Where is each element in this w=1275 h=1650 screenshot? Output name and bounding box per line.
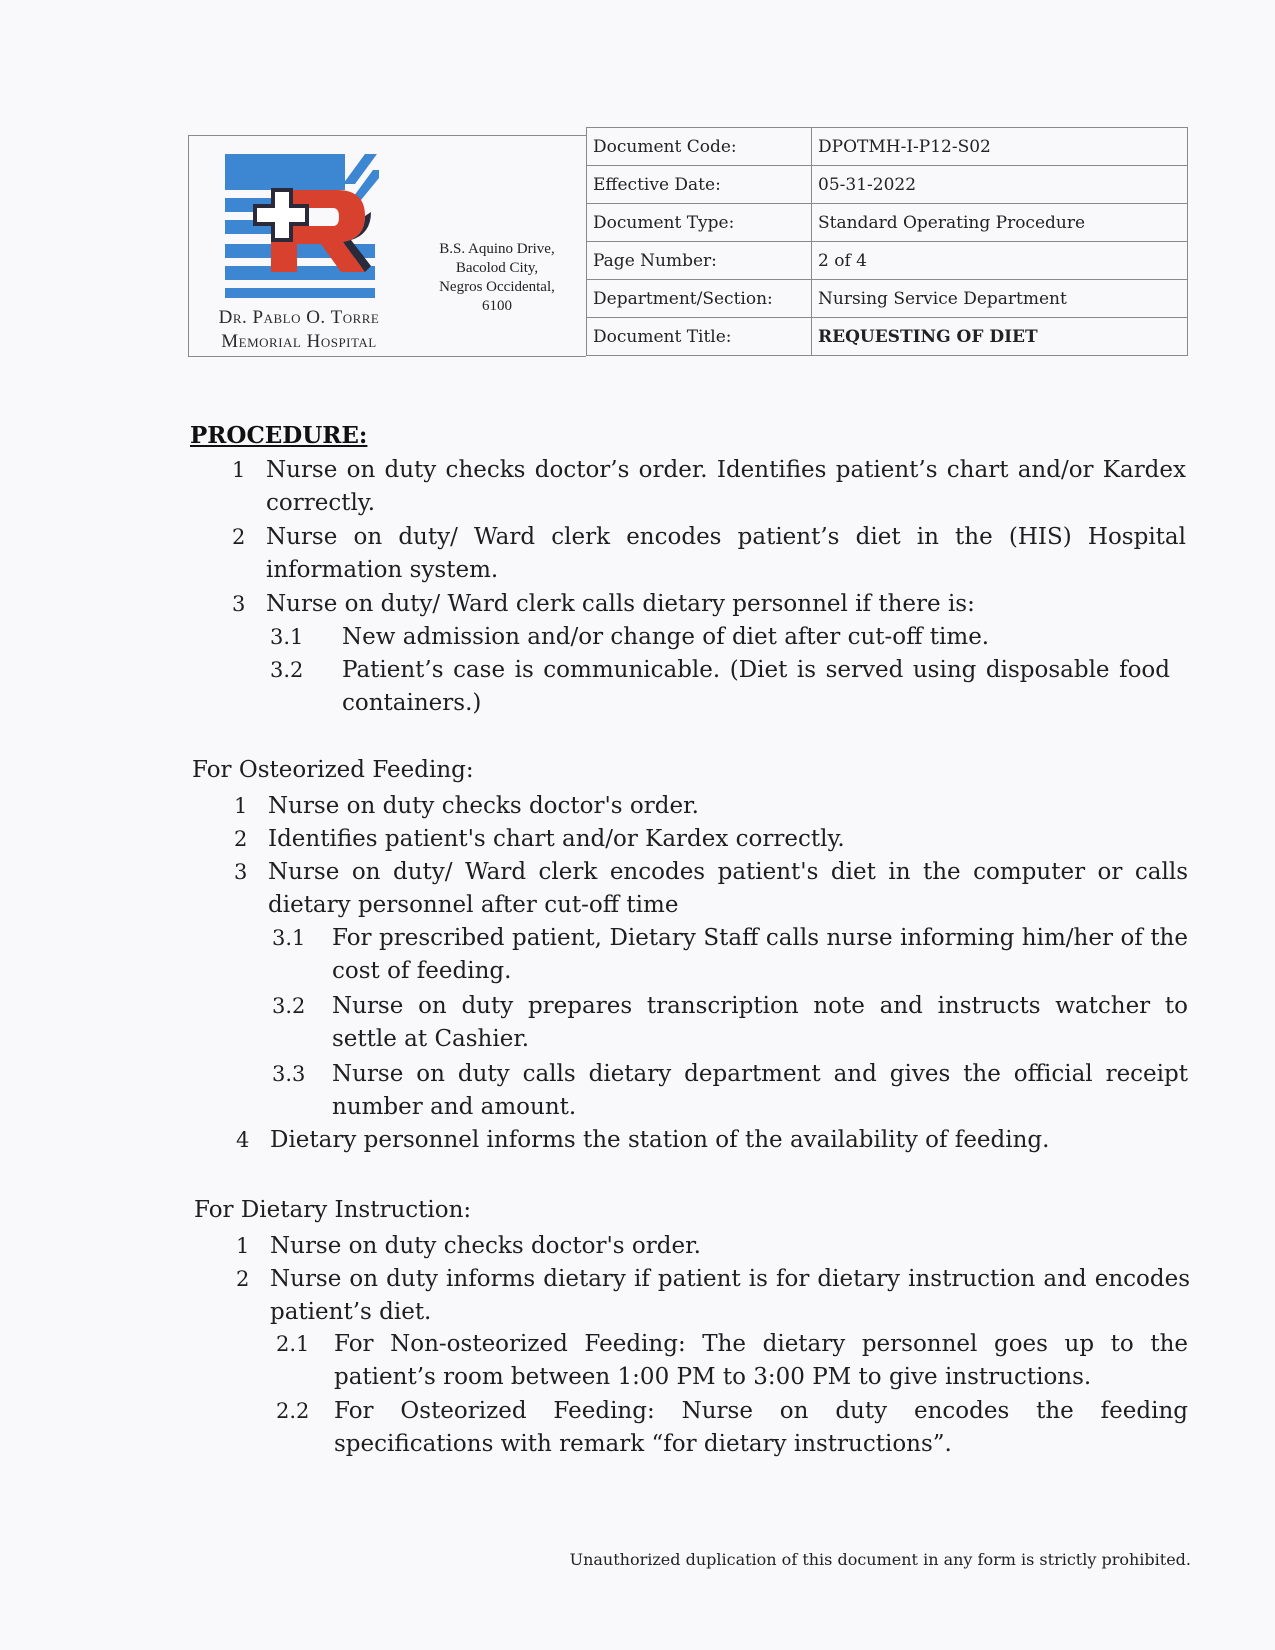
list-item <box>236 1230 1190 1263</box>
info-row-document-code <box>587 128 1188 166</box>
info-label: Document Code: <box>587 128 812 166</box>
list-item <box>272 1058 1188 1124</box>
info-value: 2 of 4 <box>812 242 1188 280</box>
item-text: Nurse on duty calls dietary department and gives the official receipt number and amount. <box>332 1061 1188 1120</box>
item-number: 3 <box>234 860 248 884</box>
info-row-document-type <box>587 204 1188 242</box>
address-line: 6100 <box>482 298 512 314</box>
address-line: Bacolod City, <box>455 260 539 276</box>
item-text: For Osteorized Feeding: Nurse on duty encodes the feeding specifications with remark “for dietary instructions”. <box>334 1398 1188 1457</box>
item-number: 3.1 <box>272 926 306 950</box>
list-item <box>270 654 1170 720</box>
info-value: Standard Operating Procedure <box>812 204 1188 242</box>
item-text: Nurse on duty checks doctor's order. <box>268 793 699 819</box>
item-number: 1 <box>236 1234 250 1258</box>
info-row-department <box>587 280 1188 318</box>
osteorized-heading: For Osteorized Feeding: <box>192 757 474 783</box>
item-number: 3.2 <box>270 658 304 682</box>
list-item <box>276 1328 1188 1394</box>
info-label: Document Title: <box>587 318 812 356</box>
item-text: Nurse on duty prepares transcription note and instructs watcher to settle at Cashier. <box>332 993 1188 1052</box>
info-value: 05-31-2022 <box>812 166 1188 204</box>
item-number: 3 <box>232 592 246 616</box>
item-number: 2.1 <box>276 1332 310 1356</box>
item-number: 3.2 <box>272 994 306 1018</box>
item-text: Identifies patient's chart and/or Kardex correctly. <box>268 826 845 852</box>
list-item <box>236 1124 1188 1157</box>
list-item <box>272 922 1188 988</box>
info-value: DPOTMH-I-P12-S02 <box>812 128 1188 166</box>
document-info-table <box>586 127 1188 356</box>
hospital-address <box>417 240 577 316</box>
info-label: Department/Section: <box>587 280 812 318</box>
item-text: Nurse on duty checks doctor's order. <box>270 1233 701 1259</box>
item-number: 1 <box>234 794 248 818</box>
item-number: 3.3 <box>272 1062 306 1086</box>
hospital-name-line2: Memorial Hospital <box>221 331 377 352</box>
hospital-name-line1: Dr. Pablo O. Torre <box>218 307 380 328</box>
list-item <box>232 521 1186 587</box>
info-row-page-number <box>587 242 1188 280</box>
address-line: Negros Occidental, <box>439 279 555 295</box>
item-text: Nurse on duty/ Ward clerk encodes patient's diet in the computer or calls dietary personnel after cut-off time <box>268 859 1188 918</box>
list-item <box>232 454 1186 520</box>
info-label: Document Type: <box>587 204 812 242</box>
info-value: Nursing Service Department <box>812 280 1188 318</box>
item-number: 4 <box>236 1128 250 1152</box>
document-title: REQUESTING OF DIET <box>812 318 1188 356</box>
list-item <box>232 588 1186 621</box>
info-label: Page Number: <box>587 242 812 280</box>
hospital-name <box>199 306 399 354</box>
list-item <box>270 621 1170 654</box>
hospital-logo <box>225 154 379 304</box>
list-item <box>234 790 1188 823</box>
info-row-document-title <box>587 318 1188 356</box>
item-text: New admission and/or change of diet after cut-off time. <box>342 624 990 650</box>
hospital-logo-cell <box>188 135 586 357</box>
item-text: For prescribed patient, Dietary Staff calls nurse informing him/her of the cost of feeding. <box>332 925 1188 984</box>
list-item <box>234 856 1188 922</box>
item-number: 2.2 <box>276 1399 310 1423</box>
info-label: Effective Date: <box>587 166 812 204</box>
item-text: Nurse on duty/ Ward clerk calls dietary personnel if there is: <box>266 591 975 617</box>
item-number: 2 <box>236 1267 250 1291</box>
footer-notice: Unauthorized duplication of this document in any form is strictly prohibited. <box>569 1550 1191 1569</box>
list-item <box>272 990 1188 1056</box>
list-item <box>236 1263 1190 1329</box>
item-number: 2 <box>232 525 246 549</box>
item-number: 2 <box>234 827 248 851</box>
list-item <box>234 823 1188 856</box>
item-text: For Non-osteorized Feeding: The dietary personnel goes up to the patient’s room between 1:00 PM to 3:00 PM to give instructions. <box>334 1331 1188 1390</box>
item-text: Nurse on duty/ Ward clerk encodes patient’s diet in the (HIS) Hospital information system. <box>266 524 1186 583</box>
item-text: Patient’s case is communicable. (Diet is served using disposable food containers.) <box>342 657 1170 716</box>
item-text: Dietary personnel informs the station of the availability of feeding. <box>270 1127 1050 1153</box>
list-item <box>276 1395 1188 1461</box>
dietary-instruction-heading: For Dietary Instruction: <box>194 1197 472 1223</box>
procedure-heading: PROCEDURE: <box>190 422 368 449</box>
document-header <box>188 127 1188 357</box>
item-text: Nurse on duty informs dietary if patient is for dietary instruction and encodes patient’s diet. <box>270 1266 1190 1325</box>
item-number: 3.1 <box>270 625 304 649</box>
item-number: 1 <box>232 458 246 482</box>
item-text: Nurse on duty checks doctor’s order. Identifies patient’s chart and/or Kardex correctly. <box>266 457 1186 516</box>
address-line: B.S. Aquino Drive, <box>439 241 555 257</box>
info-row-effective-date <box>587 166 1188 204</box>
